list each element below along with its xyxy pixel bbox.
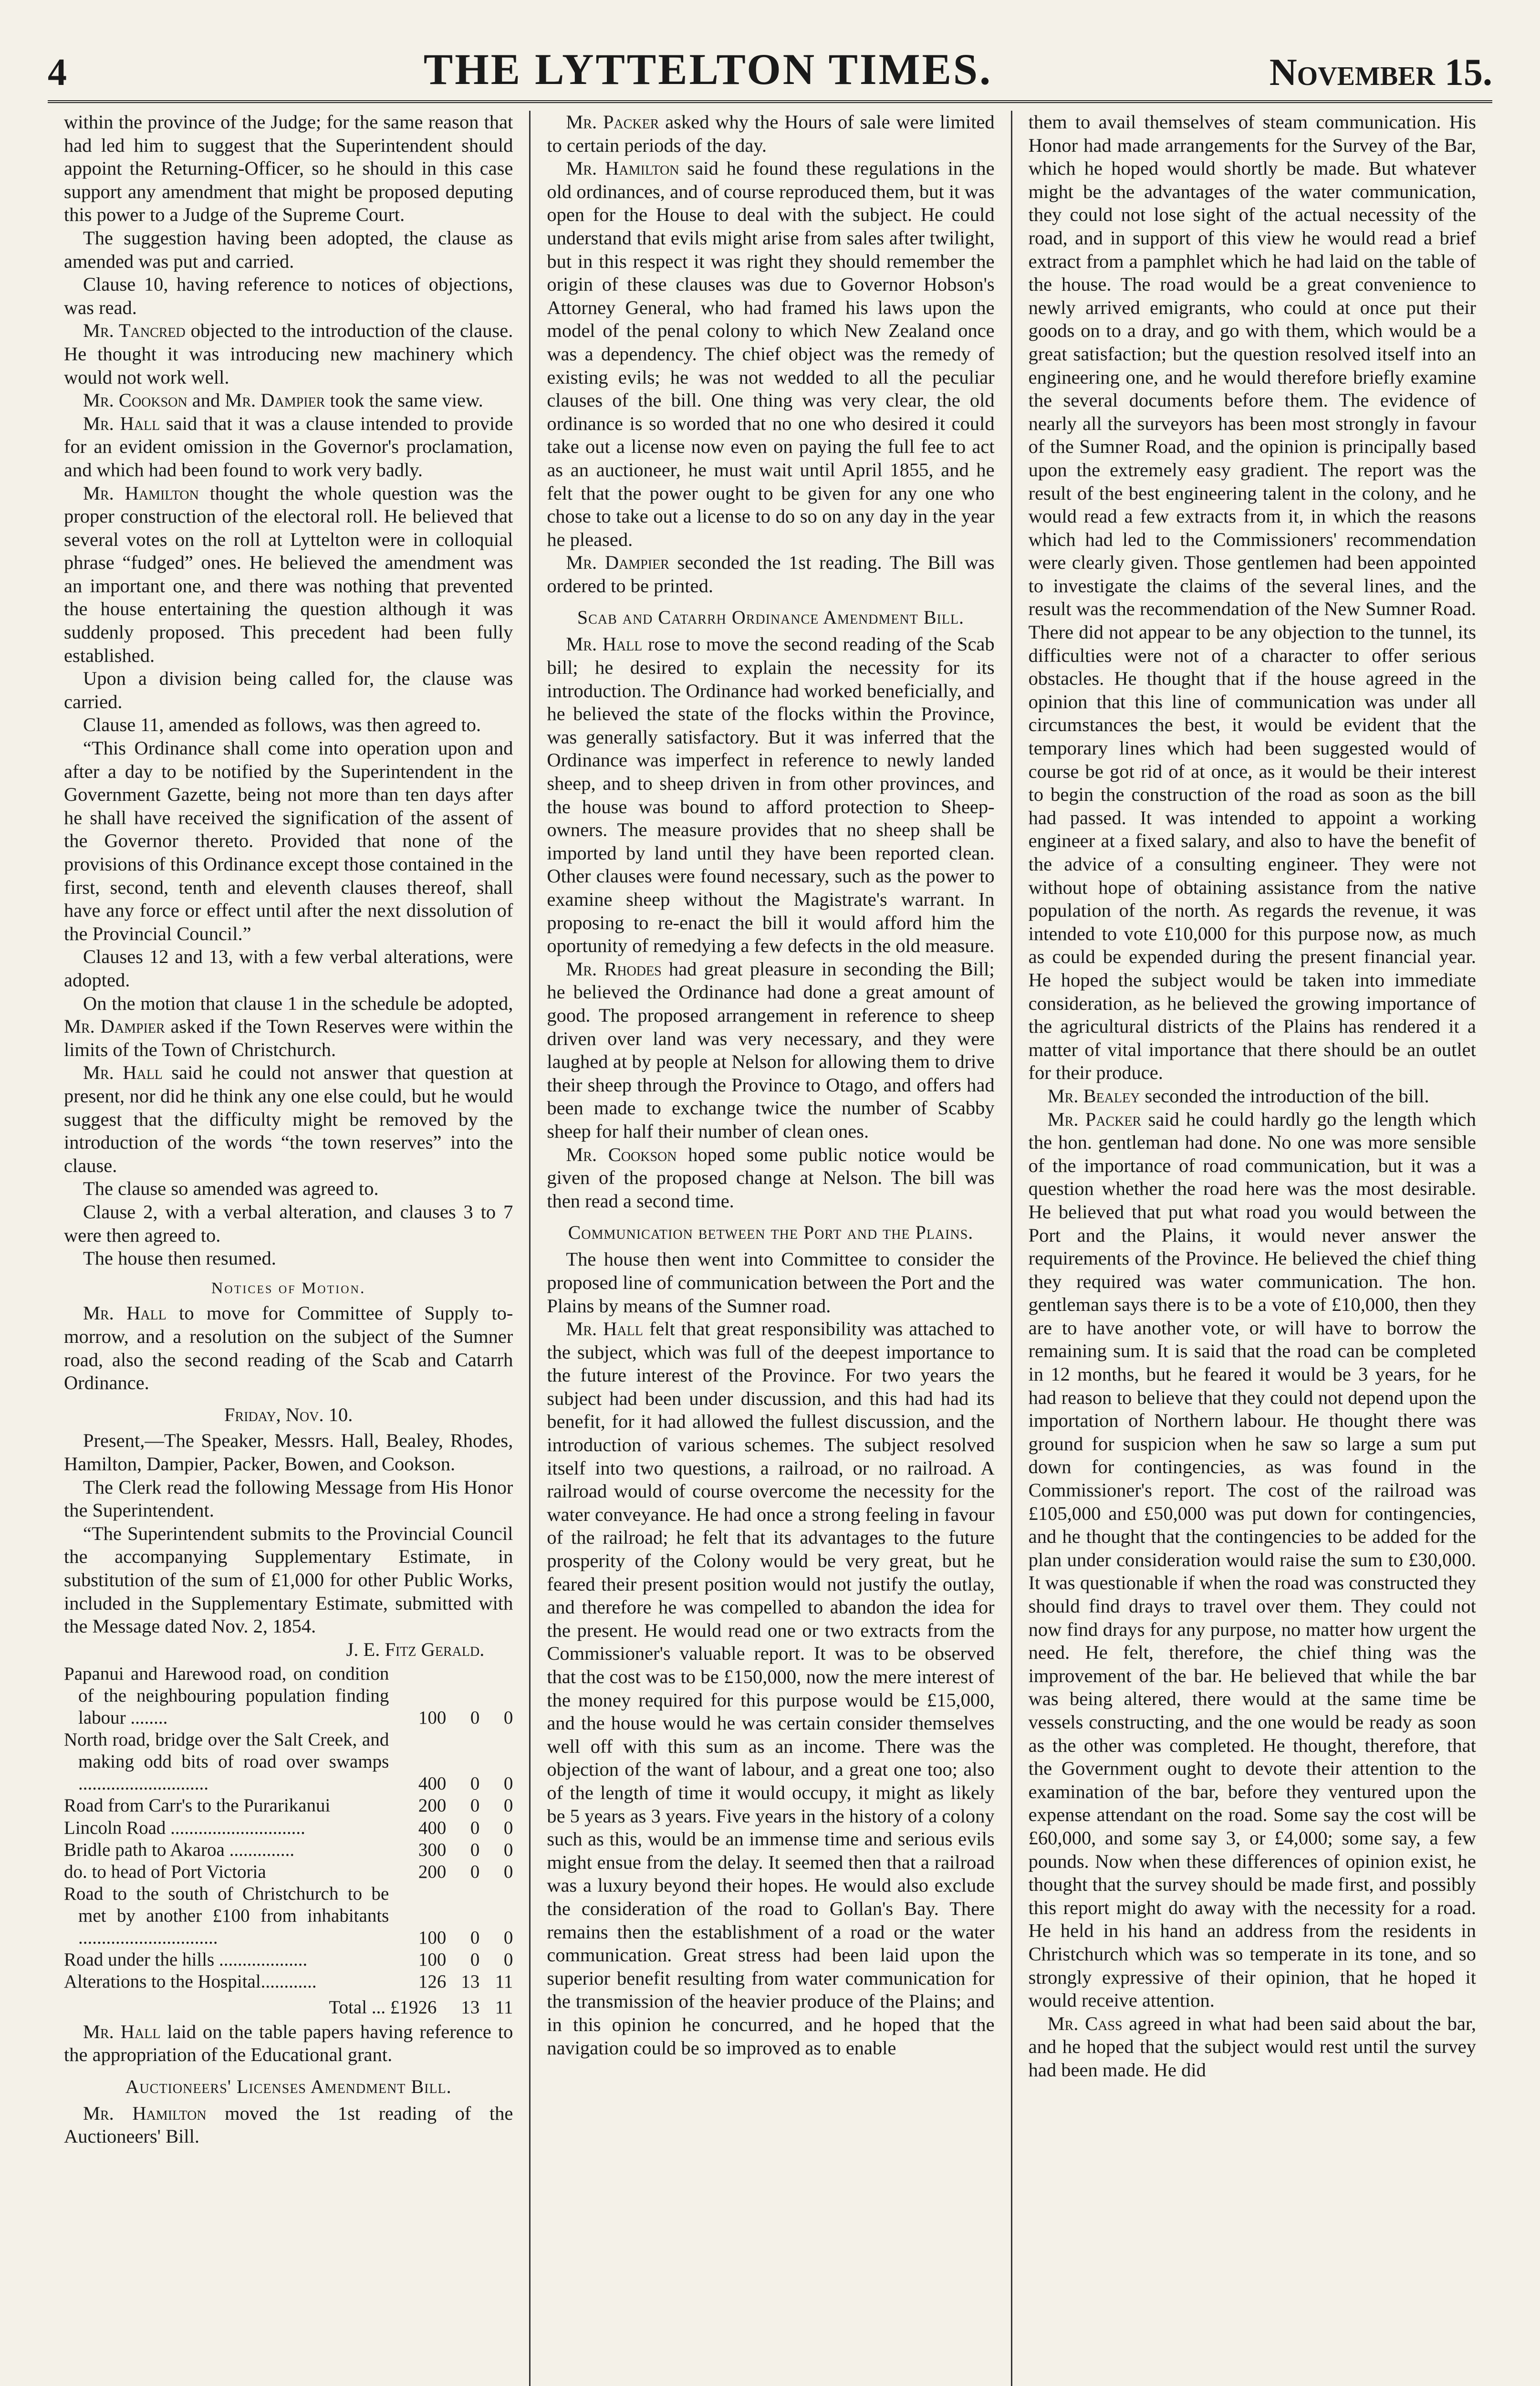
paragraph: Clauses 12 and 13, with a few verbal alterations, were adopted.	[64, 946, 513, 991]
estimate-shillings: 0	[470, 1861, 480, 1882]
estimate-pence: 0	[503, 1707, 513, 1728]
speaker-name: Mr. Bealey	[1047, 1085, 1140, 1107]
estimate-row	[64, 1839, 513, 1861]
speaker-name: Mr. Hall	[83, 1302, 166, 1324]
paragraph: “The Superintendent submits to the Provincial Council the accompanying Supplementary Estimate, in substitution of the sum of £1,000 for other Public Works, included in the Supplementary Estimate, submitted with the Message dated Nov. 2, 1854.	[64, 1522, 513, 1637]
estimate-total-row	[64, 1993, 513, 2019]
paragraph: The clause so amended was agreed to.	[83, 1178, 379, 1200]
speech-text: seconded the introduction of the bill.	[1145, 1085, 1429, 1107]
speaker-name: Mr. Hall	[566, 633, 643, 655]
column-1	[48, 111, 529, 2386]
speaker-name: Mr. Hall	[83, 412, 160, 434]
section-heading: Communication between the Port and the Plains.	[568, 1222, 974, 1244]
estimate-row	[64, 1729, 513, 1795]
speech-text: said he found these regulations in the old ordinances, and of course reproduced them, but it was open for the House to deal with the subject. He could understand that evils might arise from sales after twilight, but in this respect it was right they should remember the origin of these clauses was due to Governor Hobson's Attorney General, who had framed his laws upon the model of the penal colony to which New Zealand once was a dependency. The chief object was the remedy of existing evils; he was not wedded to all the peculiar clauses of the bill. One thing was very clear, the old ordinance is so worded that no one who desired it could take out a license now even on paying the full fee to act as an auctioneer, he must wait until April 1855, and he felt that the power ought to be given for any one who chose to take out a license to do so on any day in the year he pleased.	[547, 157, 995, 550]
estimate-row	[64, 1663, 513, 1729]
speaker-name: Mr. Hall	[83, 2020, 161, 2042]
paragraph: within the province of the Judge; for the same reason that had led him to suggest that the Superintendent should appoint the Returning-Officer, so he should in this case support any amendment that might be proposed deputing this power to a Judge of the Supreme Court.	[64, 111, 513, 226]
estimate-item: Road to the south of Christchurch to be met by another £100 from inhabitants ..............................	[64, 1883, 389, 1948]
paragraph	[547, 551, 994, 597]
newspaper-title: THE LYTTELTON TIMES.	[423, 45, 993, 94]
speaker-name: Mr. Cass	[1047, 2012, 1123, 2034]
estimate-pounds: 100	[418, 1707, 447, 1728]
speech-text: agreed in what had been said about the bar, and he hoped that the subject would rest until the survey had been made. He did	[1028, 2012, 1476, 2081]
paragraph	[1029, 2012, 1476, 2082]
paragraph	[64, 412, 513, 482]
paragraph: The house then resumed.	[83, 1247, 276, 1269]
estimate-row	[64, 1817, 513, 1839]
speaker-name: Mr. Dampier	[64, 1015, 165, 1037]
estimate-row	[64, 1949, 513, 1971]
estimate-item: Road under the hills ...................	[64, 1949, 308, 1970]
speaker-name: Mr. Packer	[566, 111, 659, 133]
paragraph	[1029, 1085, 1476, 1108]
estimate-total-pence: 11	[495, 1997, 513, 2018]
column-3	[1011, 111, 1492, 2386]
estimate-pounds: 100	[418, 1949, 447, 1970]
article-columns	[48, 111, 1492, 2386]
paragraph: Upon a division being called for, the clause was carried.	[64, 668, 513, 712]
estimate-item: Road from Carr's to the Purarikanui	[64, 1795, 331, 1816]
paragraph: Clause 11, amended as follows, was then agreed to.	[83, 714, 481, 736]
estimate-item: do. to head of Port Victoria	[64, 1861, 266, 1882]
estimate-pounds: 126	[418, 1971, 447, 1992]
speech-text: hoped some public notice would be given of the proposed change at Nelson. The bill was then read a second time.	[547, 1143, 995, 1212]
paragraph	[64, 389, 513, 412]
speaker-name: Mr. Hamilton	[83, 482, 199, 504]
paragraph	[64, 2020, 513, 2067]
paragraph	[547, 1143, 994, 1213]
estimate-pence: 0	[503, 1949, 513, 1970]
speech-text: took the same view.	[330, 389, 483, 411]
paragraph	[64, 319, 513, 389]
estimate-pounds: 100	[418, 1927, 447, 1948]
estimate-item: Alterations to the Hospital............	[64, 1971, 317, 1992]
estimate-item: Bridle path to Akaroa ..............	[64, 1839, 295, 1860]
section-heading: Notices of Motion.	[211, 1279, 366, 1297]
speech-text: had great pleasure in seconding the Bill; he believed the Ordinance had done a great amount of good. The proposed arrangement in reference to sheep driven over land was very necessary, and they were laughed at by people at Nelson for allowing them to drive their sheep through the Province to Otago, and offers had been made to exchange twice the number of Scabby sheep for half their number of clean ones.	[547, 958, 995, 1142]
paragraph	[64, 482, 513, 668]
speech-text: asked why the Hours of sale were limited to certain periods of the day.	[547, 111, 995, 156]
paragraph	[547, 157, 994, 551]
estimate-total: Total ... £1926	[329, 1997, 437, 2018]
estimate-pounds: 200	[418, 1861, 447, 1882]
paragraph: The house then went into Committee to consider the proposed line of communication between the Port and the Plains by means of the Sumner road.	[547, 1248, 995, 1317]
speech-text: to move for Committee of Supply to-morrow, and a resolution on the subject of the Sumner road, also the second reading of the Scab and Catarrh Ordinance.	[64, 1302, 513, 1394]
paragraph: them to avail themselves of steam communication. His Honor had made arrangements for the Survey of the Bar, which he hoped would shortly be made. But whatever might be the advantages of the water communication, they could not lose sight of the actual necessity of the road, and in support of this view he would read a brief extract from a pamphlet which he had laid on the table of the house. The road would be a great convenience to newly arrived emigrants, who could at once put their goods on to a dray, and go with them, which would be a great satisfaction; but the question resolved itself into an engineering one, and he would therefore briefly examine the several documents before them. The evidence of nearly all the surveyors has been most strongly in favour of the Sumner Road, and the opinion is principally based upon the extremely easy gradient. The report was the result of the best engineering talent in the colony, and he would read a few extracts from it, in which the reasons which had led to the Commissioners' recommendation were clearly given. Those gentlemen had been appointed to investigate the claims of the several lines, and the result was the recommendation of the New Sumner Road. There did not appear to be any objection to the tunnel, its difficulties were not of a character to offer serious obstacles. He thought that if the house agreed in the opinion that this line of communication was under all circumstances the best, it would be evident that the temporary lines which had been suggested would of course be got rid of at once, as it would be their interest to begin the construction of the road as soon as the bill had passed. It was intended to appoint a working engineer at a fixed salary, and also to have the benefit of the advice of a consulting engineer. They were not without hope of obtaining assistance from the native population of the north. As regards the revenue, it was intended to vote £10,000 for this purpose now, as much as could be expended during the present financial year. He hoped the subject would be taken into immediate consideration, as he believed the growing importance of the agricultural districts of the Plains has rendered it a matter of vital importance that there should be an outlet for their produce.	[1028, 111, 1476, 1084]
section-heading: Scab and Catarrh Ordinance Amendment Bill.	[577, 607, 965, 628]
paragraph	[64, 992, 513, 1062]
speaker-name: Mr. Dampier	[225, 389, 325, 411]
paragraph: The Clerk read the following Message from His Honor the Superintendent.	[64, 1476, 513, 1521]
estimate-row	[64, 1861, 513, 1883]
paragraph: Clause 2, with a verbal alteration, and clauses 3 to 7 were then agreed to.	[64, 1201, 513, 1246]
estimate-pence: 11	[495, 1971, 513, 1992]
paragraph	[64, 1302, 513, 1394]
estimate-shillings: 0	[470, 1817, 480, 1838]
signature: J. E. Fitz Gerald.	[346, 1638, 485, 1660]
estimate-row	[64, 1971, 513, 1993]
estimate-table	[64, 1663, 513, 2018]
speech-text: laid on the table papers having reference to the appropriation of the Educational grant.	[64, 2020, 513, 2066]
estimate-pence: 0	[503, 1817, 513, 1838]
dateline: Friday, Nov. 10.	[224, 1403, 353, 1425]
speech-text: moved the 1st reading of the Auctioneers' Bill.	[64, 2102, 513, 2147]
paragraph	[547, 111, 994, 157]
speaker-name: Mr. Dampier	[566, 552, 669, 574]
estimate-pence: 0	[503, 1773, 513, 1794]
issue-date: November 15.	[1269, 52, 1492, 94]
estimate-pounds: 300	[418, 1839, 447, 1860]
estimate-row	[64, 1795, 513, 1817]
speech-text: said that it was a clause intended to provide for an evident omission in the Governor's proclamation, and which had been found to work very badly.	[64, 412, 513, 481]
speech-text: On the motion that clause 1 in the schedule be adopted,	[83, 992, 513, 1014]
page-number: 4	[48, 52, 67, 94]
estimate-pounds: 400	[418, 1773, 447, 1794]
estimate-shillings: 0	[470, 1949, 480, 1970]
estimate-pence: 0	[503, 1861, 513, 1882]
estimate-item: North road, bridge over the Salt Creek, and making odd bits of road over swamps ............................	[64, 1729, 389, 1794]
speech-text: felt that great responsibility was attached to the subject, which was full of the deepest importance to the future interest of the Province. For two years the subject had been under discussion, and this had had its benefit, for it had allowed the fullest discussion, and the introduction of various schemes. The subject resolved itself into two questions, a railroad, or no railroad. A railroad would of course overcome the necessity for the water conveyance. He had once a strong feeling in favour of the railroad; he felt that its advantages to the future prosperity of the Colony would be very great, but he feared their present position would not justify the outlay, and therefore he was compelled to abandon the idea for the present. He would read one or two extracts from the Commissioner's valuable report. It was to be observed that the cost was to be £150,000, now the mere interest of the money required for this purpose would be £15,000, and the house would he was certain consider themselves well off with this sum as an income. There was the objection of the want of labour, and a great one too; also of the length of time it would occupy, it might as likely be 5 years as 3 years. Five years in the history of a colony such as this, would be an immense time and serious evils might ensue from the delay. It seemed then that a railroad was a luxury beyond their hopes. He would also exclude the consideration of the road to Gollan's Bay. There remains then the establishment of a road or the water communication. Great stress had been laid upon the superior benefit resulting from water communication for the transmission of the heavier produce of the Plains; and in this opinion he concurred, and he hoped that the navigation could be so improved as to enable	[547, 1318, 995, 2059]
paragraph	[64, 2102, 513, 2148]
estimate-shillings: 0	[470, 1795, 480, 1816]
speaker-name: Mr. Packer	[1047, 1108, 1142, 1130]
speaker-name: Mr. Hall	[566, 1318, 643, 1340]
speaker-name: Mr. Rhodes	[566, 958, 662, 980]
paragraph	[64, 1061, 513, 1177]
speech-text: rose to move the second reading of the Scab bill; he desired to explain the necessity for its introduction. The Ordinance had worked beneficially, and he believed the state of the flocks within the Province, was generally satisfactory. But it was inferred that the Ordinance was imperfect in reference to newly landed sheep, and to sheep driven in from other provinces, and the house was bound to afford protection to Sheep-owners. The measure provides that no sheep shall be imported by land until they have been reported clean. Other clauses were found necessary, such as the power to examine sheep without the Magistrate's warrant. In proposing to re-enact the bill it would afford him the oportunity of remedying a few defects in the old measure.	[547, 633, 995, 957]
estimate-shillings: 0	[470, 1927, 480, 1948]
estimate-pounds: 400	[418, 1817, 447, 1838]
estimate-pence: 0	[503, 1927, 513, 1948]
estimate-total-shillings: 13	[461, 1997, 480, 2018]
paragraph: The suggestion having been adopted, the clause as amended was put and carried.	[64, 227, 513, 272]
estimate-item: Lincoln Road .............................	[64, 1817, 305, 1838]
speech-text: said he could not answer that question at present, nor did he think any one else could, but he would suggest that the difficulty might be removed by the introduction of the words “the town reserves” into the clause.	[64, 1062, 513, 1176]
speech-text: thought the whole question was the proper construction of the electoral roll. He believed that several votes on the roll at Lyttelton were in colloquial phrase “fudged” ones. He believed the amendment was an important one, and there was nothing that prevented the house entertaining the question although it was suddenly proposed. This precedent had been fully established.	[64, 482, 513, 666]
estimate-pounds: 200	[418, 1795, 447, 1816]
speaker-name: Mr. Hamilton	[83, 2102, 207, 2124]
estimate-shillings: 0	[470, 1773, 480, 1794]
speaker-name: Mr. Hamilton	[566, 157, 679, 179]
paragraph: Present,—The Speaker, Messrs. Hall, Bealey, Rhodes, Hamilton, Dampier, Packer, Bowen, and Cookson.	[64, 1430, 513, 1475]
speaker-name: Mr. Tancred	[83, 320, 186, 342]
quoted-clause: “This Ordinance shall come into operation upon and after a day to be notified by the Superintendent in the Government Gazette, being not more than ten days after he shall have received the signification of the assent of the Governor thereto. Provided that none of the provisions of this Ordinance except those contained in the first, second, tenth and eleventh clauses thereof, shall have any force or effect until after the next dissolution of the Provincial Council.”	[64, 737, 513, 944]
speech-text: asked if the Town Reserves were within the limits of the Town of Christchurch.	[64, 1015, 513, 1060]
paragraph	[1029, 1108, 1476, 2012]
estimate-shillings: 13	[461, 1971, 480, 1992]
estimate-shillings: 0	[470, 1707, 480, 1728]
masthead	[48, 42, 1492, 103]
speech-text: seconded the 1st reading. The Bill was ordered to be printed.	[547, 552, 995, 596]
speaker-name: Mr. Hall	[83, 1062, 163, 1084]
estimate-row	[64, 1883, 513, 1949]
section-heading: Auctioneers' Licenses Amendment Bill.	[125, 2075, 452, 2097]
paragraph	[547, 1318, 994, 2060]
paragraph	[547, 633, 994, 957]
estimate-shillings: 0	[470, 1839, 480, 1860]
column-2	[529, 111, 1010, 2386]
paragraph	[547, 958, 994, 1143]
paragraph: Clause 10, having reference to notices of objections, was read.	[64, 273, 513, 318]
estimate-pence: 0	[503, 1839, 513, 1860]
estimate-item: Papanui and Harewood road, on condition of the neighbouring population finding labour ........	[64, 1664, 389, 1728]
speaker-name: Mr. Cookson	[566, 1143, 677, 1165]
speech-text: objected to the introduction of the clause. He thought it was introducing new machinery which would not work well.	[64, 320, 513, 388]
conjunction: and	[192, 389, 220, 411]
speech-text: said he could hardly go the length which the hon. gentleman had done. No one was more sensible of the importance of road communication, but it was a question whether the road here was the most desirable. He believed that put what road you would between the Port and the Plains, it would never answer the requirements of the Province. He believed the chief thing they required was water communication. The hon. gentleman says there is to be a vote of £10,000, then they are to have another vote, or will have to borrow the remaining sum. It is said that the road can be completed in 12 months, but he feared it would be 3 years, for he had reason to believe that they could not depend upon the importation of Northern labour. He thought there was ground for suspicion when he saw so large a sum put down for contingencies, as was found in the Commissioner's report. The cost of the railroad was £105,000 and £50,000 was put down for contingencies, and he thought that the contingencies to be added for the plan under consideration would raise the sum to £30,000. It was questionable if when the road was constructed they should find drays to travel over them. They could not now find drays for any purpose, no matter how urgent the need. He felt, therefore, the chief thing was the improvement of the bar. He believed that while the bar was being altered, there would at the same time be vessels constructing, and the one would be ready as soon as the other was completed. He thought, therefore, that the Government ought to devote their attention to the examination of the bar, before they ventured upon the expense attendant on the road. Some say the cost will be £60,000, and some say 3, or £4,000; some say, a few pounds. Now when these differences of opinion exist, he thought that the survey should be made first, and possibly this report might do away with the necessity for a road. He held in his hand an address from the residents in Christchurch which was so temperate in its tone, and so strongly expressive of their opinion, that he hoped it would receive attention.	[1028, 1108, 1477, 2011]
estimate-pence: 0	[503, 1795, 513, 1816]
speaker-name: Mr. Cookson	[83, 389, 187, 411]
